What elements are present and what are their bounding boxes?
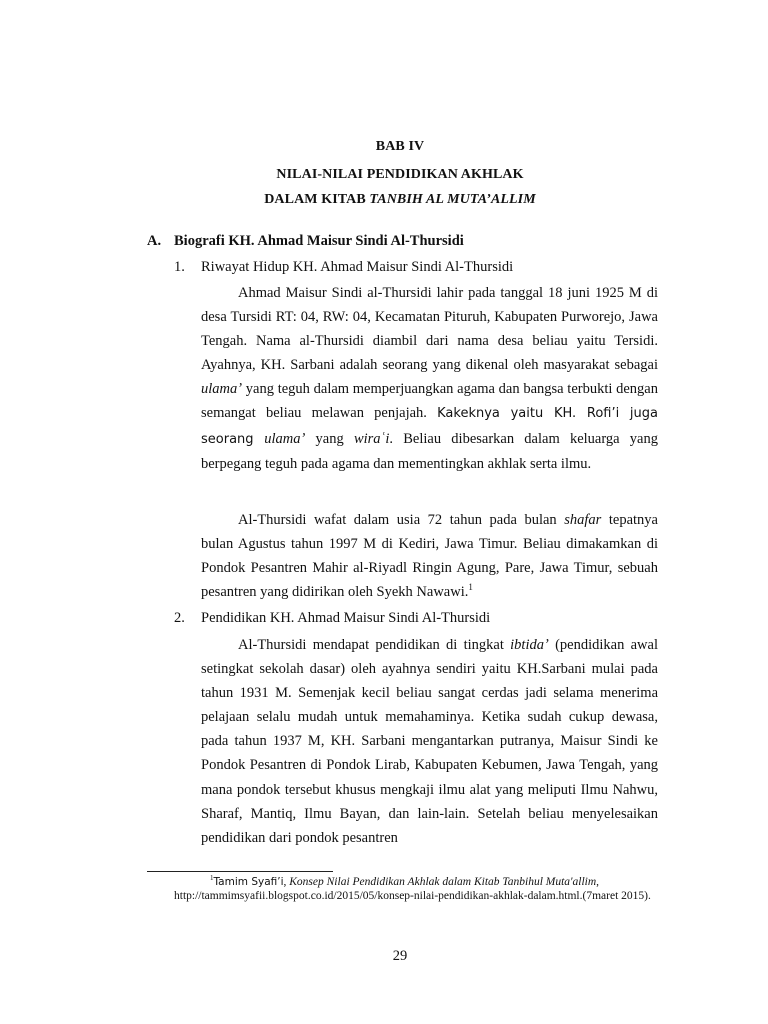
term-wirai: wiraʿi xyxy=(353,430,390,447)
para-text: (pendidikan awal setingkat sekolah dasar) oleh ayahnya sendiri yaitu KH.Sarbani mulai pada tahun 1931 M. Semenjak kecil beliau sangat cerdas jadi selama menerima pelajaan selalu mudah untuk memahaminya. Ketika sudah cukup dewasa, pada tahun 1937 M, KH. Sarbani mengantarkan putranya, Maisur Sindi ke Pondok Pesantren di Pondok Lirab, Kabupaten Kebumen, Jawa Tengah, yang mana pondok tersebut khusus mengkaji ilmu alat yang meliputi Ilmu Nahwu, Sharaf, Mantiq, Ilmu Bayan, dan lain-lain. Setelah beliau menyelesaikan pendidikan dari pondok pesantren xyxy=(201,637,658,846)
footnote-ref[interactable]: 1 xyxy=(468,582,473,593)
paragraph-riwayat-2 xyxy=(201,508,658,604)
chapter-label: BAB IV xyxy=(375,139,425,154)
para-text-alt-font: Kakeknya yaitu KH. Rofi’i juga seorang xyxy=(201,406,659,447)
subsection-heading-text-2: Pendidikan KH. Ahmad Maisur Sindi Al-Thursidi xyxy=(201,610,491,626)
para-text: tepatnya bulan Agustus tahun 1997 M di Kediri, Jawa Timur. Beliau dimakamkan di Pondok Pesantren Mahir al-Riyadl Ringin Agung, Pare, Jawa Timur, sebuah pesantren yang didirikan oleh Syekh Nawawi. xyxy=(201,512,658,601)
subsection-heading-1 xyxy=(174,259,513,276)
section-heading xyxy=(147,233,464,250)
para-text: yang xyxy=(305,430,354,447)
footnote-author: Tamim Syafi’i xyxy=(213,876,284,888)
para-text: Ahmad Maisur Sindi al-Thursidi lahir pada tanggal 18 juni 1925 M di desa Tursidi RT: 04, RW: 04, Kecamatan Pituruh, Kabupaten Purworejo, Jawa Tengah. Nama al-Thursidi diambil dari nama desa beliau yaitu Tersidi. Ayahnya, KH. Sarbani adalah seorang yang dikenal oleh masyarakat sebagai xyxy=(201,285,658,374)
book-title: TANBIH AL MUTA’ALLIM xyxy=(369,192,536,207)
para-text: Al-Thursidi mendapat pendidikan di tingkat xyxy=(238,637,511,653)
footnote-marker: 1 xyxy=(210,874,214,883)
paragraph-riwayat-1 xyxy=(201,281,658,476)
para-text: Al-Thursidi wafat dalam usia 72 tahun pada bulan xyxy=(238,512,565,528)
footnote-title: Konsep Nilai Pendidikan Akhlak dalam Kitab Tanbihul Muta'allim xyxy=(289,876,597,888)
footnote-separator: , xyxy=(283,876,290,888)
para-text: yang teguh dalam memperjuangkan agama dan bangsa terbukti dengan semangat beliau melawan penjajah. xyxy=(201,381,658,422)
section-heading-text: Biografi KH. Ahmad Maisur Sindi Al-Thursidi xyxy=(174,233,464,249)
term-ibtida: ibtidaʼ xyxy=(510,637,549,653)
chapter-title-line1: NILAI-NILAI PENDIDIKAN AKHLAK xyxy=(276,167,524,182)
para-text: . Beliau dibesarkan dalam keluarga yang berpegang teguh pada agama dan mementingkan akhlak serta ilmu. xyxy=(201,430,658,472)
chapter-title-line2 xyxy=(0,192,768,208)
paragraph-pendidikan-1 xyxy=(201,633,658,850)
subsection-heading-2 xyxy=(174,610,490,627)
chapter-title-prefix: DALAM KITAB xyxy=(264,192,370,207)
section-letter: A. xyxy=(147,233,162,249)
subsection-number-1: 1. xyxy=(174,259,185,275)
footnote xyxy=(174,876,669,903)
page-number: 29 xyxy=(392,948,408,964)
term-shafar: shafar xyxy=(564,512,602,528)
footnote-divider xyxy=(147,871,333,872)
term-ulama: ulamaʼ xyxy=(264,430,306,447)
subsection-number-2: 2. xyxy=(174,610,185,626)
footnote-source: , http://tammimsyafii.blogspot.co.id/2015/05/konsep-nilai-pendidikan-akhlak-dalam.html.(7maret 2015). xyxy=(174,876,651,902)
term-ulama: ulamaʼ xyxy=(201,381,243,398)
subsection-heading-text-1: Riwayat Hidup KH. Ahmad Maisur Sindi Al-Thursidi xyxy=(201,259,514,275)
